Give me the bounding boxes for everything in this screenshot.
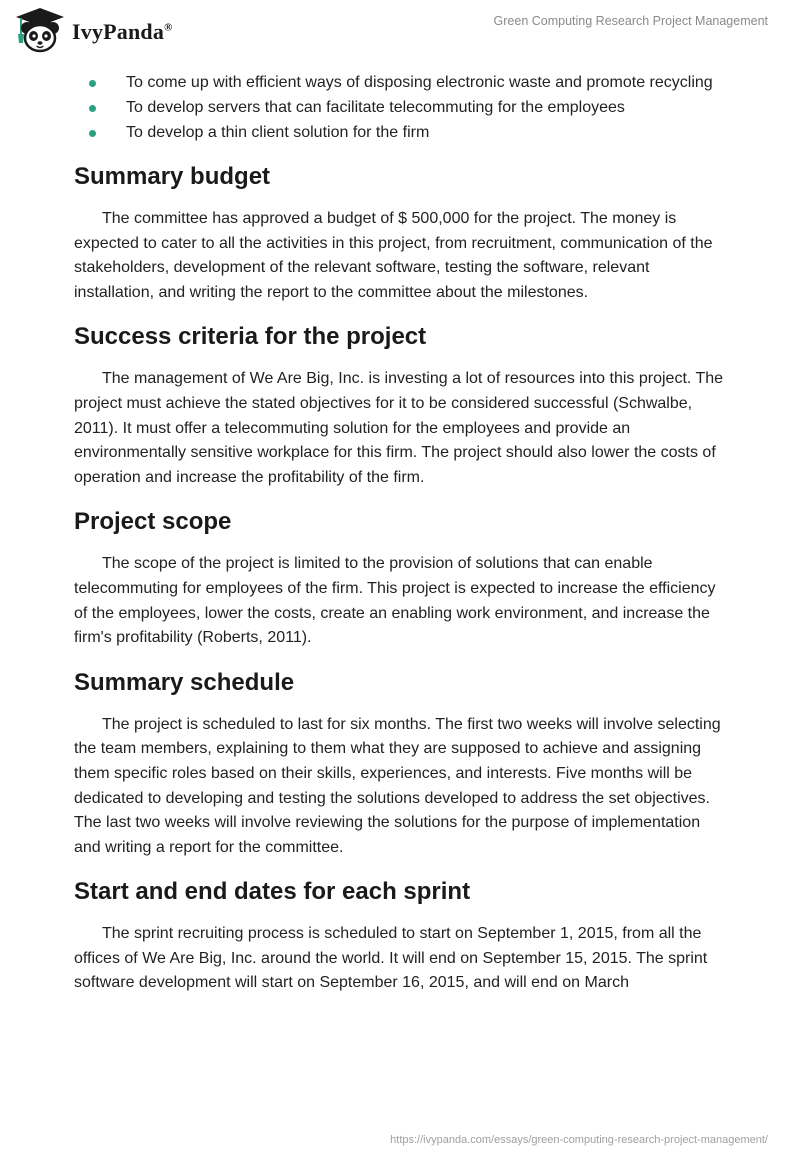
section-heading-summary-schedule: Summary schedule bbox=[74, 668, 295, 696]
document-body bbox=[74, 70, 730, 996]
bullet-icon bbox=[89, 80, 96, 87]
bullet-icon bbox=[89, 105, 96, 112]
bullet-icon bbox=[89, 130, 96, 137]
panda-graduate-icon bbox=[14, 6, 66, 54]
ivypanda-logo[interactable] bbox=[14, 6, 173, 54]
list-item: To develop servers that can facilitate telecommuting for the employees bbox=[126, 95, 730, 120]
section-paragraph: The project is scheduled to last for six months. The first two weeks will involve selecting the team members, explaining to them what they are supposed to achieve and assigning them specific roles based on their skills, experiences, and interests. Five months will be dedicated to developing and testing the solutions developed to address the set objectives. The last two weeks will involve reviewing the solutions for the purpose of implementation and writing a report for the committee. bbox=[74, 715, 721, 856]
list-item: To develop a thin client solution for the firm bbox=[126, 120, 730, 145]
list-item: To come up with efficient ways of disposing electronic waste and promote recycling bbox=[126, 70, 730, 95]
section-paragraph: The scope of the project is limited to the provision of solutions that can enable telecommuting for employees of the firm. This project is expected to increase the efficiency of the employees, lower the costs, create an enabling work environment, and increase the firm's profitability (Roberts, 2011). bbox=[74, 555, 716, 647]
document-title: Green Computing Research Project Management bbox=[493, 14, 768, 28]
section-paragraph: The committee has approved a budget of $ 500,000 for the project. The money is expected to cater to all the activities in this project, from recruitment, communication of the stakeholders, development of the relevant software, testing the software, relevant installation, and writing the report to the committee about the milestones. bbox=[74, 210, 713, 301]
logo-wordmark: IvyPanda® bbox=[72, 19, 173, 44]
page-header bbox=[0, 0, 800, 60]
section-paragraph: The management of We Are Big, Inc. is investing a lot of resources into this project. The project must achieve the stated objectives for it to be considered successful (Schwalbe, 2011). It must offer a telecommuting solution for the employees and provide an environmentally sensitive workplace for this firm. The project should also lower the costs of operation and increase the profitability of the firm. bbox=[74, 370, 724, 486]
source-url[interactable]: https://ivypanda.com/essays/green-computing-research-project-management/ bbox=[390, 1134, 768, 1146]
section-heading-summary-budget: Summary budget bbox=[74, 163, 271, 190]
objectives-list bbox=[74, 70, 730, 145]
section-paragraph: The sprint recruiting process is scheduled to start on September 1, 2015, from all the offices of We Are Big, Inc. around the world. It will end on September 15, 2015. The sprint software development will start on September 16, 2015, and will end on March bbox=[74, 925, 708, 992]
section-heading-success-criteria: Success criteria for the project bbox=[74, 323, 427, 351]
section-heading-sprint-dates: Start and end dates for each sprint bbox=[74, 878, 471, 906]
section-heading-project-scope: Project scope bbox=[74, 508, 232, 536]
